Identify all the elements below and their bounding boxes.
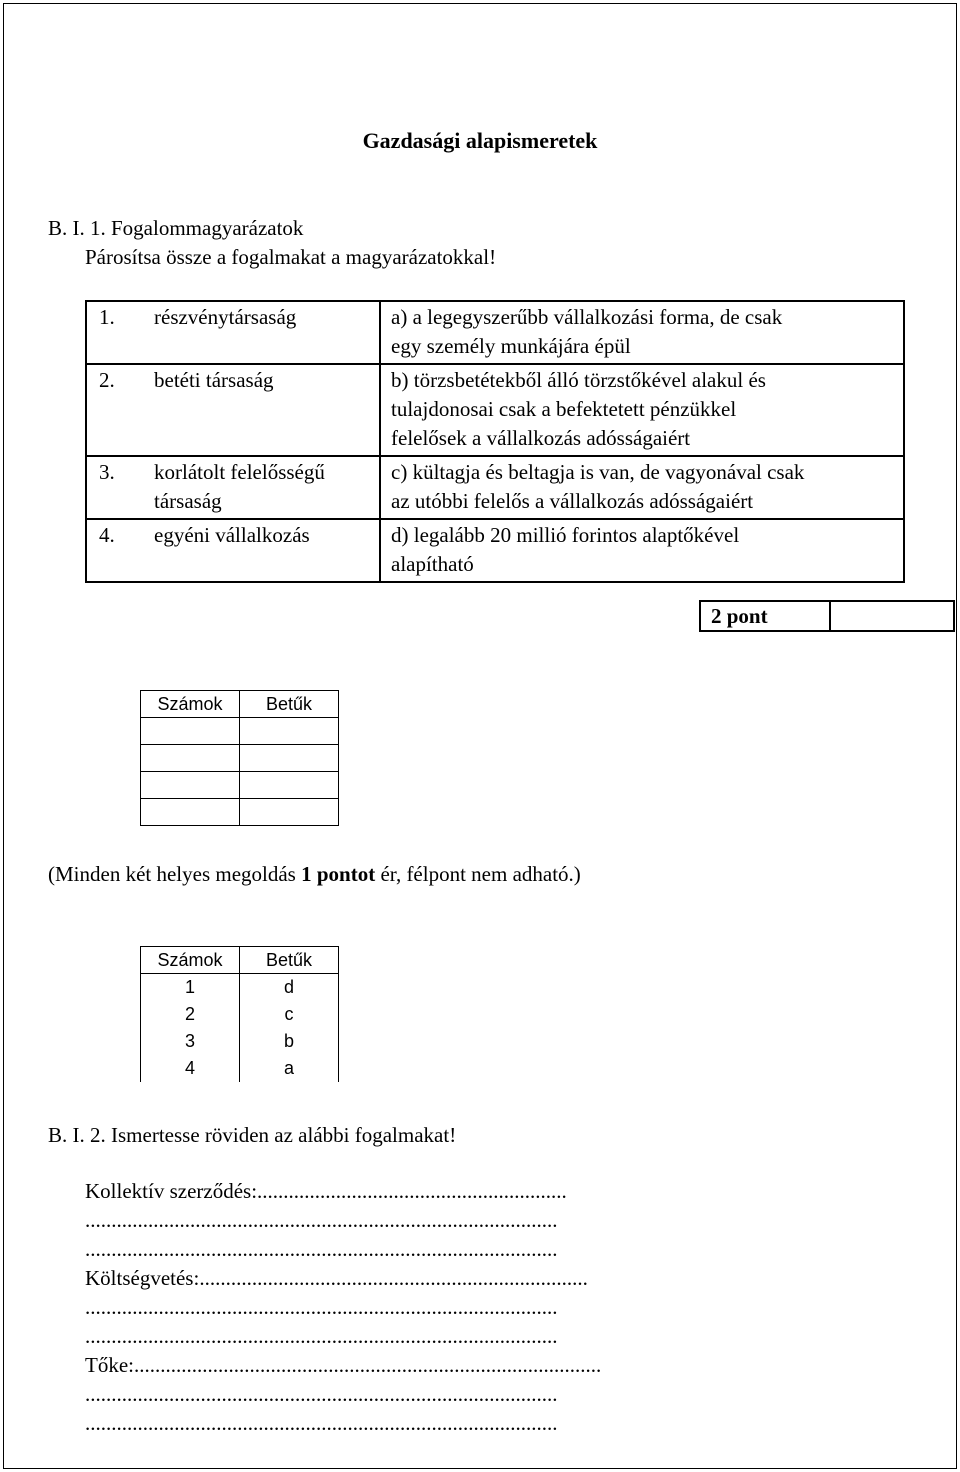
grid-row	[141, 1001, 339, 1028]
answer-line[interactable]: ..........................................................................................	[85, 1382, 558, 1406]
answer-number: 4	[141, 1055, 240, 1082]
answer-letter: a	[240, 1055, 339, 1082]
grid-header-row	[141, 691, 339, 718]
answer-line[interactable]: ..........................................................................................	[85, 1324, 558, 1348]
grid-header-row	[141, 947, 339, 974]
grid-input-cell[interactable]	[240, 718, 339, 745]
term-text: korlátolt felelősségű társaság	[154, 460, 325, 513]
score-field[interactable]	[830, 601, 954, 631]
grid-input-cell[interactable]	[240, 799, 339, 826]
answer-grid-blank	[140, 690, 339, 826]
definition-cell: c) kültagja és beltagja is van, de vagyonával csak az utóbbi felelős a vállalkozás adósságaiért	[380, 456, 904, 519]
term-number: 3.	[99, 460, 115, 484]
grid-header-cell: Számok	[141, 947, 240, 974]
grid-header-cell: Számok	[141, 691, 240, 718]
term-text: betéti társaság	[154, 368, 274, 392]
grid-input-cell[interactable]	[141, 718, 240, 745]
term-cell	[86, 519, 380, 582]
grid-input-cell[interactable]	[141, 799, 240, 826]
answer-line[interactable]: ...........................................................	[257, 1179, 567, 1203]
answer-number: 3	[141, 1028, 240, 1055]
grid-input-cell[interactable]	[240, 745, 339, 772]
answer-letter: c	[240, 1001, 339, 1028]
answer-line[interactable]: .........................................................................................	[133, 1353, 602, 1377]
matching-row	[86, 301, 904, 364]
answer-line[interactable]: ..........................................................................................	[85, 1208, 558, 1232]
grid-row	[141, 1028, 339, 1055]
answer-letter: b	[240, 1028, 339, 1055]
answer-grid-solution	[140, 946, 339, 1082]
definition-item	[85, 1351, 601, 1379]
grid-input-cell[interactable]	[141, 745, 240, 772]
answer-number: 1	[141, 974, 240, 1002]
answer-line[interactable]: ..........................................................................................	[85, 1411, 558, 1435]
section2-heading: B. I. 2. Ismertesse röviden az alábbi fogalmakat!	[48, 1123, 457, 1147]
grid-row	[141, 974, 339, 1002]
definition-label: Tőke:	[85, 1353, 134, 1377]
definition-label: Költségvetés:	[85, 1266, 200, 1290]
definition-cell: a) a legegyszerűbb vállalkozási forma, de csak egy személy munkájára épül	[380, 301, 904, 364]
section1-instruction: Párosítsa össze a fogalmakat a magyarázatokkal!	[85, 245, 497, 269]
matching-row	[86, 519, 904, 582]
answer-letter: d	[240, 974, 339, 1002]
definition-item	[85, 1264, 588, 1292]
definition-label: Kollektív szerződés:	[85, 1179, 258, 1203]
score-label: 2 pont	[700, 601, 830, 631]
page-title: Gazdasági alapismeretek	[362, 128, 598, 153]
term-cell	[86, 456, 380, 519]
scoring-note: (Minden két helyes megoldás 1 pontot ér, félpont nem adható.)	[48, 862, 581, 886]
definition-item	[85, 1177, 567, 1205]
grid-row	[141, 718, 339, 745]
matching-row	[86, 364, 904, 456]
answer-line[interactable]: ..........................................................................................	[85, 1295, 558, 1319]
definition-cell: d) legalább 20 millió forintos alaptőkével alapítható	[380, 519, 904, 582]
answer-line[interactable]: ..........................................................................	[199, 1266, 588, 1290]
grid-header-cell: Betűk	[240, 691, 339, 718]
grid-input-cell[interactable]	[240, 772, 339, 799]
grid-row	[141, 745, 339, 772]
term-text: részvénytársaság	[154, 305, 297, 329]
term-number: 4.	[99, 523, 115, 547]
section1-heading: B. I. 1. Fogalommagyarázatok	[48, 216, 304, 240]
score-box	[699, 600, 955, 632]
matching-row	[86, 456, 904, 519]
answer-number: 2	[141, 1001, 240, 1028]
grid-input-cell[interactable]	[141, 772, 240, 799]
grid-row	[141, 772, 339, 799]
term-text: egyéni vállalkozás	[154, 523, 310, 547]
grid-row	[141, 799, 339, 826]
definition-cell: b) törzsbetétekből álló törzstőkével alakul és tulajdonosai csak a befektetett pénzükkel felelősek a vállalkozás adósságaiért	[380, 364, 904, 456]
term-cell	[86, 301, 380, 364]
term-number: 1.	[99, 305, 115, 329]
matching-table	[85, 300, 905, 583]
answer-line[interactable]: ..........................................................................................	[85, 1237, 558, 1261]
grid-row	[141, 1055, 339, 1082]
grid-header-cell: Betűk	[240, 947, 339, 974]
term-number: 2.	[99, 368, 115, 392]
term-cell	[86, 364, 380, 456]
